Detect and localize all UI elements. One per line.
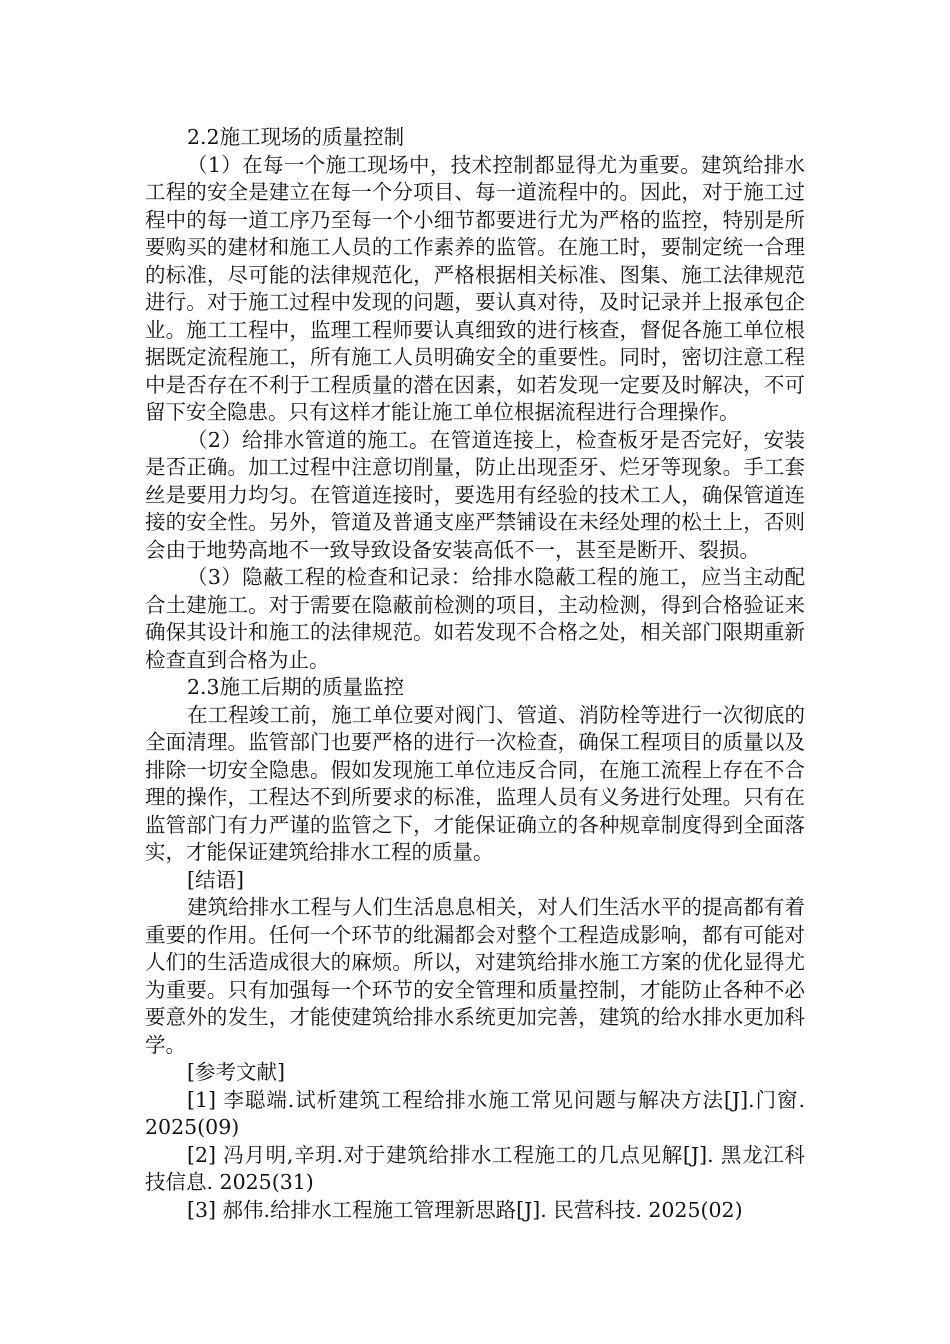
document-page [145,124,805,1224]
reference-item-3: [3] 郝伟.给排水工程施工管理新思路[J]. 民营科技. 2025(02) [187,1197,743,1222]
conclusion-heading: [结语] [187,867,244,892]
reference-item-2: [2] 冯月明,辛玥.对于建筑给排水工程施工的几点见解[J]. 黑龙江科技信息. 2025(31) [145,1142,805,1194]
paragraph-2-3-1: 在工程竣工前，施工单位要对阀门、管道、消防栓等进行一次彻底的全面清理。监管部门也要严格的进行一次检查，确保工程项目的质量以及排除一切安全隐患。假如发现施工单位违反合同，在施工流程上存在不合理的操作，工程达不到所要求的标准，监理人员有义务进行处理。只有在监管部门有力严谨的监管之下，才能保证确立的各种规章制度得到全面落实，才能保证建筑给排水工程的质量。 [145,702,805,864]
section-heading-2-2: 2.2施工现场的质量控制 [187,125,405,149]
reference-item-1: [1] 李聪端.试析建筑工程给排水施工常见问题与解决方法[J].门窗. 2025(09) [145,1087,805,1139]
references-heading: [参考文献] [187,1060,285,1084]
paragraph-2-2-3: （3）隐蔽工程的检查和记录：给排水隐蔽工程的施工，应当主动配合土建施工。对于需要在隐蔽前检测的项目，主动检测，得到合格验证来确保其设计和施工的法律规范。如若发现不合格之处，相关部门限期重新检查直到合格为止。 [145,565,805,672]
section-heading-2-3: 2.3施工后期的质量监控 [187,675,405,699]
paragraph-2-2-1: （1）在每一个施工现场中，技术控制都显得尤为重要。建筑给排水工程的安全是建立在每一个分项目、每一道流程中的。因此，对于施工过程中的每一道工序乃至每一个小细节都要进行尤为严格的监控，特别是所要购买的建材和施工人员的工作素养的监管。在施工时，要制定统一合理的标准，尽可能的法律规范化，严格根据相关标准、图集、施工法律规范进行。对于施工过程中发现的问题，要认真对待，及时记录并上报承包企业。施工工程中，监理工程师要认真细致的进行核查，督促各施工单位根据既定流程施工，所有施工人员明确安全的重要性。同时，密切注意工程中是否存在不利于工程质量的潜在因素，如若发现一定要及时解决，不可留下安全隐患。只有这样才能让施工单位根据流程进行合理操作。 [145,152,805,424]
conclusion-paragraph: 建筑给排水工程与人们生活息息相关，对人们生活水平的提高都有着重要的作用。任何一个环节的纰漏都会对整个工程造成影响，都有可能对人们的生活造成很大的麻烦。所以，对建筑给排水施工方案的优化显得尤为重要。只有加强每一个环节的安全管理和质量控制，才能防止各种不必要意外的发生，才能使建筑给排水系统更加完善，建筑的给水排水更加科学。 [145,895,805,1057]
paragraph-2-2-2: （2）给排水管道的施工。在管道连接上，检查板牙是否完好，安装是否正确。加工过程中注意切削量，防止出现歪牙、烂牙等现象。手工套丝是要用力均匀。在管道连接时，要选用有经验的技术工人，确保管道连接的安全性。另外，管道及普通支座严禁铺设在未经处理的松土上，否则会由于地势高地不一致导致设备安装高低不一，甚至是断开、裂损。 [145,427,805,562]
